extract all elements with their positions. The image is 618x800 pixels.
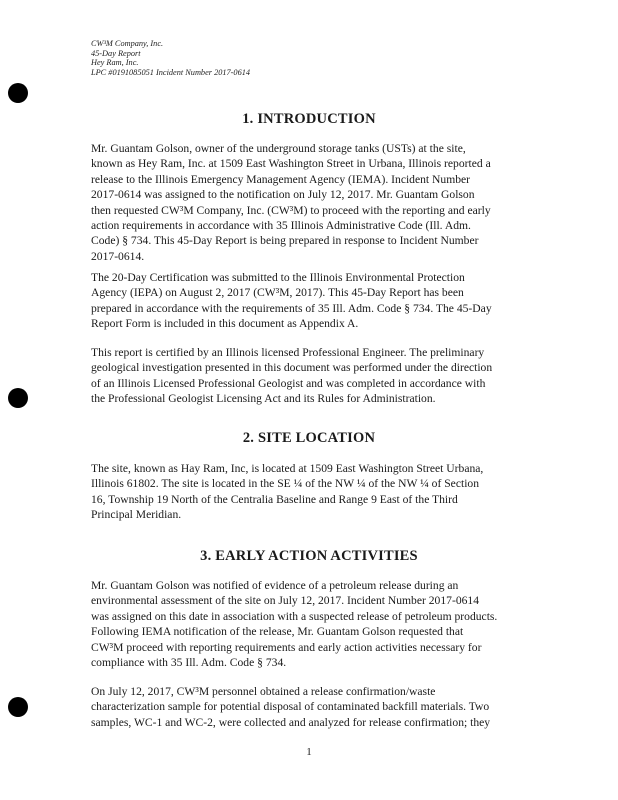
text-line: 2017-0614.: [91, 249, 145, 263]
text-line: On July 12, 2017, CW³M personnel obtained a release confirmation/waste: [91, 685, 436, 698]
text-line: Code) § 734. This 45-Day Report is being prepared in response to Incident Number: [91, 234, 479, 248]
header-ids: LPC #0191085051 Incident Number 2017-0614: [91, 67, 251, 77]
text-line: Principal Meridian.: [91, 508, 182, 522]
binder-hole: [8, 388, 28, 408]
text-line: known as Hey Ram, Inc. at 1509 East Washington Street in Urbana, Illinois reported a: [91, 157, 491, 171]
running-header: [91, 39, 250, 77]
text-line: Illinois 61802. The site is located in the SE ¼ of the NW ¼ of the NW ¼ of Section: [91, 477, 480, 491]
header-company: CW³M Company, Inc.: [91, 39, 164, 48]
text-line: geological investigation presented in this document was performed under the direction: [91, 361, 493, 375]
text-line: Mr. Guantam Golson was notified of evidence of a petroleum release during an: [91, 579, 459, 592]
text-line: the Professional Geologist Licensing Act and its Rules for Administration.: [91, 392, 436, 406]
binder-hole: [8, 83, 28, 103]
text-line: of an Illinois Licensed Professional Geologist and was completed in accordance with: [91, 376, 486, 390]
text-line: The 20-Day Certification was submitted to the Illinois Environmental Protection: [91, 271, 465, 284]
text-line: Report Form is included in this document as Appendix A.: [91, 317, 359, 331]
header-report: 45-Day Report: [91, 48, 141, 58]
page-number: 1: [306, 746, 312, 758]
binder-hole: [8, 697, 28, 717]
text-line: release to the Illinois Emergency Management Agency (IEMA). Incident Number: [91, 172, 471, 186]
paragraph: [91, 578, 557, 670]
text-line: was assigned on this date in association with a suspected release of petroleum products.: [91, 609, 498, 623]
text-line: 16, Township 19 North of the Centralia Baseline and Range 9 East of the Third: [91, 492, 458, 506]
paragraph: [91, 461, 557, 523]
text-line: environmental assessment of the site on July 12, 2017. Incident Number 2017-0614: [91, 594, 479, 608]
text-line: then requested CW³M Company, Inc. (CW³M) to proceed with the reporting and early: [91, 203, 491, 217]
text-line: compliance with 35 Ill. Adm. Code § 734.: [91, 656, 287, 670]
text-line: This report is certified by an Illinois licensed Professional Engineer. The preliminary: [91, 346, 485, 359]
section-title: 1. INTRODUCTION: [242, 111, 376, 127]
paragraph: [91, 141, 557, 264]
paragraph: [91, 345, 557, 407]
section-title: 3. EARLY ACTION ACTIVITIES: [200, 548, 418, 564]
text-line: 2017-0614 was assigned to the notification on July 12, 2017. Mr. Guantam Golson: [91, 188, 475, 202]
text-line: samples, WC-1 and WC-2, were collected and analyzed for release confirmation; they: [91, 715, 491, 729]
text-line: Following IEMA notification of the release, Mr. Guantam Golson requested that: [91, 625, 464, 639]
section-heading-site-location: [0, 430, 618, 447]
text-line: characterization sample for potential disposal of contaminated backfill materials. Two: [91, 700, 490, 714]
section-title: 2. SITE LOCATION: [242, 430, 376, 446]
paragraph: [91, 684, 557, 730]
paragraph: [91, 270, 557, 332]
text-line: action requirements in accordance with 35 Illinois Administrative Code (Ill. Adm.: [91, 219, 471, 233]
text-line: CW³M proceed with reporting requirements and early action activities necessary for: [91, 640, 482, 654]
section-heading-introduction: [0, 111, 618, 128]
text-line: prepared in accordance with the requirements of 35 Ill. Adm. Code § 734. The 45-Day: [91, 301, 492, 315]
text-line: Agency (IEPA) on August 2, 2017 (CW³M, 2017). This 45-Day Report has been: [91, 286, 464, 300]
header-client: Hey Ram, Inc.: [91, 58, 139, 68]
text-line: Mr. Guantam Golson, owner of the underground storage tanks (USTs) at the site,: [91, 142, 466, 155]
section-heading-early-action: [0, 548, 618, 565]
text-line: The site, known as Hay Ram, Inc, is located at 1509 East Washington Street Urbana,: [91, 462, 484, 475]
